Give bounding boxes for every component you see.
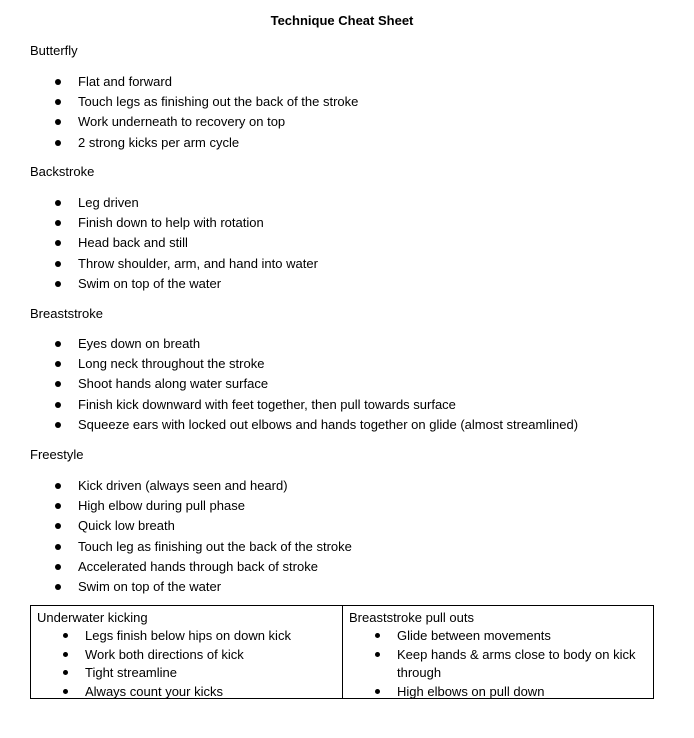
bullet-icon xyxy=(55,119,61,125)
bullet-icon xyxy=(55,261,61,267)
bullet-icon xyxy=(63,633,68,638)
list-item: Always count your kicks xyxy=(31,683,342,702)
breaststroke-pull-outs-cell xyxy=(343,606,653,698)
bullet-icon xyxy=(55,503,61,509)
underwater-kicking-list xyxy=(31,627,342,701)
bullet-icon xyxy=(55,483,61,489)
bullet-icon xyxy=(55,200,61,206)
list-item: Keep hands & arms close to body on kick through xyxy=(343,646,653,683)
cell-heading-underwater-kicking: Underwater kicking xyxy=(37,610,148,625)
document-page: Technique Cheat Sheet Butterfly Flat and forward Touch legs as finishing out the back of the stroke Work underneath to recovery on top 2 strong kicks per arm cycle Backstroke Leg driven Finish down to help with rotation Head back and still Throw shoulder, arm, and hand into water Swim on top of the water Breaststroke Eyes down on breath Long neck throughout the stroke Shoot hands along water surface Finish kick downward with feet together, then pull towards surface Squeeze ears with locked out elbows and hands together on glide (almost streamlined) Freestyle Kick driven (always seen and heard) High elbow during pull phase Quick low breath Touch leg as finishing out the back of the stroke Accelerated hands through back of stroke Swim on top of the water Underwater kicking Legs finish below hips on down kick Work both directions of kick Tight streamline Always count your kicks Breaststroke pull outs Glide between movements Keep hands & arms close to body on kick through High elbows on pull down xyxy=(0,0,694,738)
bullet-icon xyxy=(63,670,68,675)
list-item: Tight streamline xyxy=(31,664,342,683)
page-title: Technique Cheat Sheet xyxy=(270,13,414,28)
bullet-icon xyxy=(55,79,61,85)
bullet-icon xyxy=(55,584,61,590)
bullet-icon xyxy=(55,99,61,105)
tips-table xyxy=(30,605,654,699)
section-heading-backstroke: Backstroke xyxy=(30,164,95,179)
breaststroke-pull-outs-list xyxy=(343,627,653,701)
section-heading-breaststroke: Breaststroke xyxy=(30,306,103,321)
bullet-icon xyxy=(55,281,61,287)
list-item: Work both directions of kick xyxy=(31,646,342,665)
bullet-icon xyxy=(375,652,380,657)
bullet-icon xyxy=(55,564,61,570)
section-heading-butterfly: Butterfly xyxy=(30,43,78,58)
list-item: Glide between movements xyxy=(343,627,653,646)
bullet-icon xyxy=(55,361,61,367)
bullet-icon xyxy=(55,140,61,146)
bullet-icon xyxy=(55,523,61,529)
cell-heading-breaststroke-pull-outs: Breaststroke pull outs xyxy=(349,610,475,625)
bullet-icon xyxy=(55,381,61,387)
bullet-icon xyxy=(55,220,61,226)
bullet-icon xyxy=(55,402,61,408)
underwater-kicking-cell xyxy=(31,606,343,698)
section-heading-freestyle: Freestyle xyxy=(30,447,84,462)
bullet-icon xyxy=(63,652,68,657)
bullet-icon xyxy=(55,422,61,428)
list-item: High elbows on pull down xyxy=(343,683,653,702)
bullet-icon xyxy=(375,689,380,694)
bullet-icon xyxy=(55,341,61,347)
list-item: Legs finish below hips on down kick xyxy=(31,627,342,646)
bullet-icon xyxy=(55,544,61,550)
bullet-icon xyxy=(55,240,61,246)
bullet-icon xyxy=(375,633,380,638)
bullet-icon xyxy=(63,689,68,694)
